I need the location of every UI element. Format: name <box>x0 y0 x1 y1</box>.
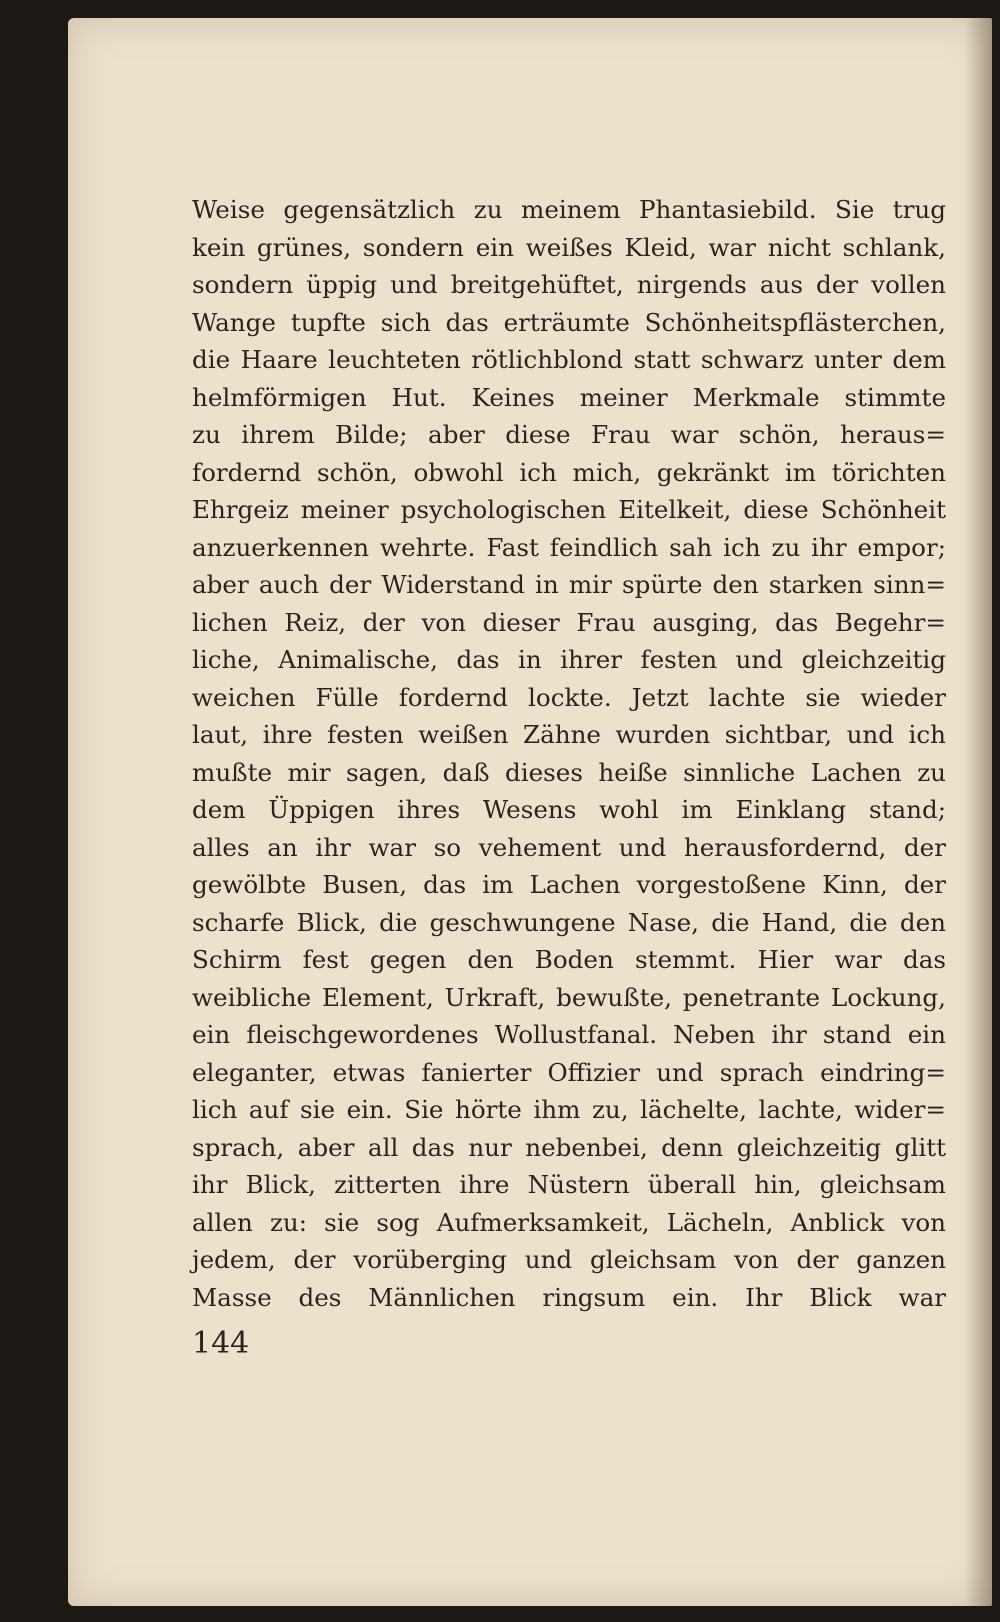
body-text <box>192 191 946 1316</box>
text-line: aber auch der Widerstand in mir spürte den starken sinn= <box>192 570 946 599</box>
text-line: zu ihrem Bilde; aber diese Frau war schön, heraus= <box>192 420 946 449</box>
text-line: lichen Reiz, der von dieser Frau ausging, das Begehr= <box>192 607 946 637</box>
text-line: laut, ihre festen weißen Zähne wurden sichtbar, und ich <box>192 720 946 749</box>
text-line: weibliche Element, Urkraft, bewußte, penetrante Lockung, <box>192 982 946 1012</box>
text-line: scharfe Blick, die geschwungene Nase, die Hand, die den <box>192 907 946 937</box>
text-line: sprach, aber all das nur nebenbei, denn gleichzeitig glitt <box>192 1132 946 1162</box>
text-line: Schirm fest gegen den Boden stemmt. Hier war das <box>192 945 946 974</box>
text-line: weichen Fülle fordernd lockte. Jetzt lachte sie wieder <box>192 682 946 712</box>
text-line: ein fleischgewordenes Wollustfanal. Neben ihr stand ein <box>192 1020 946 1049</box>
page-number: 144 <box>192 1326 250 1361</box>
text-line: helmförmigen Hut. Keines meiner Merkmale stimmte <box>192 382 946 412</box>
text-line: gewölbte Busen, das im Lachen vorgestoßene Kinn, der <box>192 870 946 899</box>
text-line: fordernd schön, obwohl ich mich, gekränkt im törichten <box>192 457 946 487</box>
text-line: alles an ihr war so vehement und herausfordernd, der <box>192 832 946 862</box>
text-line: eleganter, etwas fanierter Offizier und sprach eindring= <box>192 1057 946 1087</box>
text-line: jedem, der vorüberging und gleichsam von der ganzen <box>192 1245 946 1274</box>
text-line: mußte mir sagen, daß dieses heiße sinnliche Lachen zu <box>192 757 946 787</box>
text-line: liche, Animalische, das in ihrer festen und gleichzeitig <box>192 645 946 674</box>
text-line: Weise gegensätzlich zu meinem Phantasiebild. Sie trug <box>192 195 946 224</box>
text-line: lich auf sie ein. Sie hörte ihm zu, lächelte, lachte, wider= <box>192 1095 946 1124</box>
text-line: kein grünes, sondern ein weißes Kleid, war nicht schlank, <box>192 232 946 262</box>
text-line: sondern üppig und breitgehüftet, nirgends aus der vollen <box>192 270 946 299</box>
text-line: anzuerkennen wehrte. Fast feindlich sah ich zu ihr empor; <box>192 532 946 562</box>
text-line: die Haare leuchteten rötlichblond statt schwarz unter dem <box>192 345 946 374</box>
text-line: ihr Blick, zitterten ihre Nüstern überall hin, gleichsam <box>192 1170 946 1199</box>
text-line: allen zu: sie sog Aufmerksamkeit, Lächeln, Anblick von <box>192 1207 946 1237</box>
spine-shadow <box>964 18 992 1606</box>
text-line: Masse des Männlichen ringsum ein. Ihr Blick war <box>192 1282 946 1312</box>
text-line: dem Üppigen ihres Wesens wohl im Einklang stand; <box>192 795 946 824</box>
text-line: Wange tupfte sich das erträumte Schönheitspflästerchen, <box>192 307 946 337</box>
text-line: Ehrgeiz meiner psychologischen Eitelkeit, diese Schönheit <box>192 495 946 524</box>
